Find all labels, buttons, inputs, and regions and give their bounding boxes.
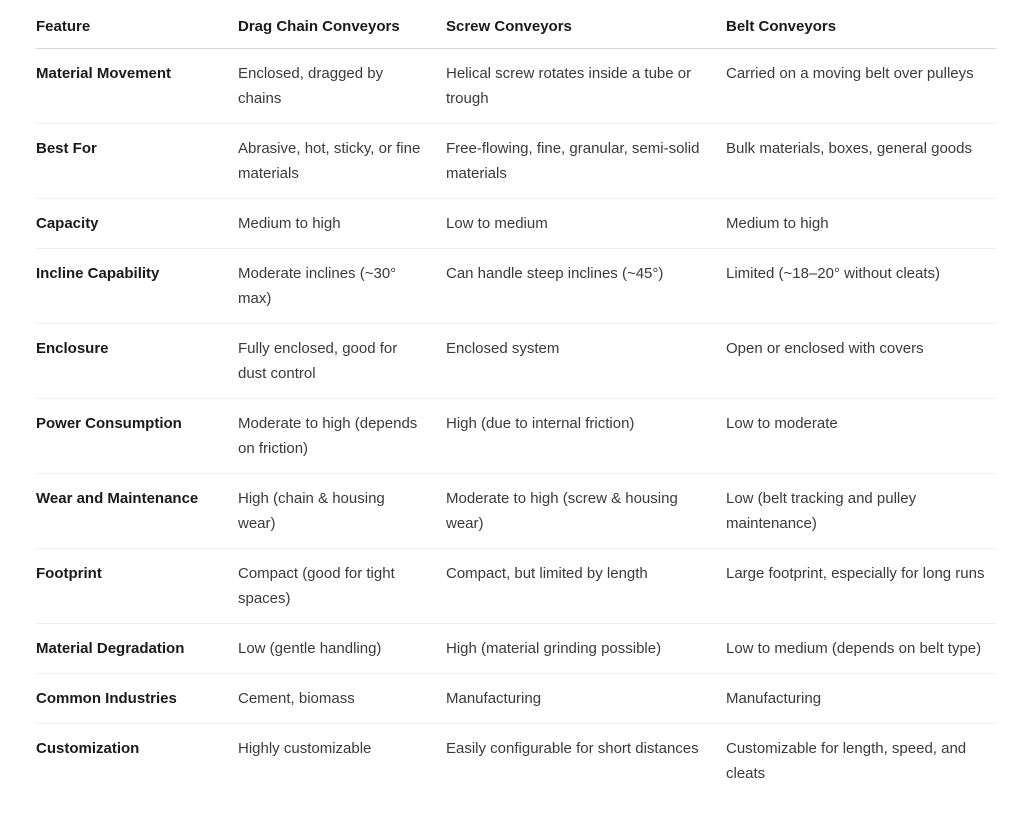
column-header-screw-conveyors: Screw Conveyors [446,5,726,49]
value-cell: Carried on a moving belt over pulleys [726,65,974,82]
table-row-footprint [36,549,996,624]
value-cell: High (due to internal friction) [446,415,635,432]
value-cell: Low to medium [446,215,548,232]
value-cell: Manufacturing [726,690,822,707]
table-row-common-industries [36,674,996,724]
column-header-belt-conveyors: Belt Conveyors [726,5,996,49]
value-cell: Low (gentle handling) [238,640,382,657]
column-header-drag-chain-conveyors: Drag Chain Conveyors [238,5,446,49]
table-row-customization [36,724,996,799]
column-header-feature: Feature [36,5,238,49]
value-cell: Moderate inclines (~30° max) [238,265,397,307]
table-row-incline-capability [36,249,996,324]
table-row-material-degradation [36,624,996,674]
feature-cell: Common Industries [36,690,177,707]
value-cell: Low to moderate [726,415,838,432]
feature-cell: Customization [36,740,140,757]
value-cell: Bulk materials, boxes, general goods [726,140,972,157]
value-cell: Highly customizable [238,740,372,757]
value-cell: Can handle steep inclines (~45°) [446,265,664,282]
value-cell: Limited (~18–20° without cleats) [726,265,941,282]
value-cell: Compact (good for tight spaces) [238,565,395,607]
feature-cell: Incline Capability [36,265,160,282]
table-row-material-movement [36,49,996,124]
value-cell: Low (belt tracking and pulley maintenance) [726,490,917,532]
value-cell: Easily configurable for short distances [446,740,699,757]
value-cell: Cement, biomass [238,690,355,707]
value-cell: High (material grinding possible) [446,640,662,657]
value-cell: Free-flowing, fine, granular, semi-solid materials [446,140,700,182]
value-cell: Customizable for length, speed, and cleats [726,740,967,782]
value-cell: Low to medium (depends on belt type) [726,640,982,657]
feature-cell: Enclosure [36,340,109,357]
table-row-enclosure [36,324,996,399]
value-cell: Medium to high [726,215,829,232]
table-row-capacity [36,199,996,249]
feature-cell: Material Degradation [36,640,185,657]
table-row-best-for [36,124,996,199]
table-header-row [36,5,996,49]
table-row-wear-and-maintenance [36,474,996,549]
value-cell: Enclosed system [446,340,560,357]
value-cell: Enclosed, dragged by chains [238,65,384,107]
value-cell: Moderate to high (depends on friction) [238,415,418,457]
feature-cell: Best For [36,140,97,157]
value-cell: Compact, but limited by length [446,565,648,582]
value-cell: Helical screw rotates inside a tube or trough [446,65,692,107]
feature-cell: Wear and Maintenance [36,490,199,507]
value-cell: Manufacturing [446,690,542,707]
value-cell: High (chain & housing wear) [238,490,385,532]
feature-cell: Capacity [36,215,99,232]
table-row-power-consumption [36,399,996,474]
feature-cell: Power Consumption [36,415,182,432]
feature-cell: Material Movement [36,65,172,82]
value-cell: Fully enclosed, good for dust control [238,340,398,382]
value-cell: Medium to high [238,215,341,232]
conveyor-comparison-table [36,5,996,798]
feature-cell: Footprint [36,565,102,582]
value-cell: Abrasive, hot, sticky, or fine materials [238,140,421,182]
value-cell: Large footprint, especially for long runs [726,565,985,582]
value-cell: Moderate to high (screw & housing wear) [446,490,678,532]
value-cell: Open or enclosed with covers [726,340,924,357]
